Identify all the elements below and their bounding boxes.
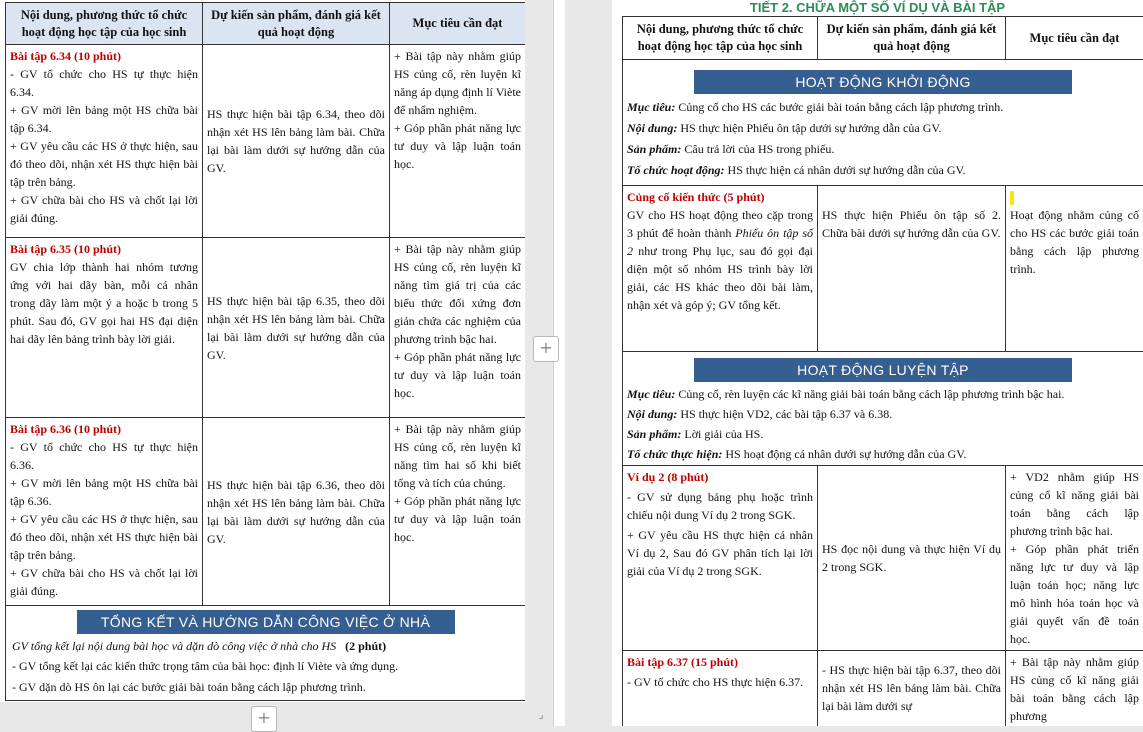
goal-line: + Bài tập này nhằm giúp HS củng cố, rèn luyện kĩ năng tìm hai số khi biết tổng và tích của chúng. <box>394 420 521 492</box>
goal-line: + Góp phần phát năng lực tư duy và lập luận toán học. <box>394 348 521 402</box>
field-value: Lời giải của HS. <box>681 427 763 441</box>
practice-line <box>627 405 1139 423</box>
field-value: Câu trả lời của HS trong phiếu. <box>681 142 834 156</box>
goal-cell <box>1006 466 1143 651</box>
field-label: Nội dung: <box>627 121 677 135</box>
lesson-title: TIẾT 2. CHỮA MỘT SỐ VÍ DỤ VÀ BÀI TẬP <box>612 0 1143 16</box>
field-label: Nội dung: <box>627 407 677 421</box>
header-product: Dự kiến sản phẩm, đánh giá kết quả hoạt động <box>203 3 390 45</box>
table-row <box>623 651 1143 727</box>
field-label: Tổ chức hoạt động: <box>627 163 725 177</box>
field-label: Mục tiêu: <box>627 387 675 401</box>
field-label: Sản phẩm: <box>627 427 681 441</box>
activity-cell <box>623 186 818 352</box>
practice-line <box>627 385 1139 403</box>
exercise-title: Bài tập 6.35 (10 phút) <box>10 240 198 258</box>
header-content: Nội dung, phương thức tổ chức hoạt động học tập của học sinh <box>6 3 203 45</box>
left-lesson-table <box>5 2 525 701</box>
field-value: Củng cố, rèn luyện các kĩ năng giải bài toán bằng cách lập phương trình bậc hai. <box>675 387 1064 401</box>
goal-line: + VD2 nhằm giúp HS củng cố kĩ năng giải bài toán bằng cách lập phương trình bậc hai. <box>1010 468 1139 540</box>
header-goal: Mục tiêu cần đạt <box>390 3 526 45</box>
field-value: Củng cố cho HS các bước giải bài toán bằng cách lập phương trình. <box>675 100 1003 114</box>
table-row <box>6 45 526 238</box>
goal-text: Hoạt động nhằm củng cố cho HS các bước giải toán bằng cách lập phương trình. <box>1010 206 1139 278</box>
product-cell <box>818 466 1006 651</box>
warmup-cell <box>623 60 1143 186</box>
field-label: Sản phẩm: <box>627 142 681 156</box>
exercise-title: Ví dụ 2 (8 phút) <box>627 468 813 486</box>
activity-text-part: GV cho HS hoạt động theo cặp trong 3 phút để hoàn thành <box>627 208 813 240</box>
header-content: Nội dung, phương thức tổ chức hoạt động học tập của học sinh <box>623 17 818 60</box>
product-text: HS thực hiện bài tập 6.34, theo dõi nhận xét HS lên bảng làm bài. Chữa lại bài làm dưới sự hướng dẫn của GV. <box>207 105 385 177</box>
field-label: Mục tiêu: <box>627 100 675 114</box>
exercise-title: Củng cố kiến thức (5 phút) <box>627 188 813 206</box>
practice-cell <box>623 352 1143 466</box>
activity-line: - GV tổ chức cho HS tự thực hiện 6.34. <box>10 65 198 101</box>
product-cell <box>818 651 1006 727</box>
goal-cell <box>390 45 526 238</box>
product-text: HS thực hiện bài tập 6.35, theo dõi nhận xét HS lên bảng làm bài. Chữa lại bài làm dưới sự hướng dẫn của GV. <box>207 292 385 364</box>
exercise-title: Bài tập 6.34 (10 phút) <box>10 47 198 65</box>
activity-line: + GV yêu cầu các HS ở thực hiện, sau đó theo dõi, nhận xét HS thực hiện bài tập trên bảng. <box>10 510 198 564</box>
activity-line: + GV chữa bài cho HS và chốt lại lời giải đúng. <box>10 191 198 227</box>
worksheet-ref: Phiếu ôn tập số 2 <box>627 226 813 258</box>
right-page <box>612 0 1143 726</box>
activity-line: - GV tổ chức cho HS tự thực hiện 6.36. <box>10 438 198 474</box>
product-text: - HS thực hiện bài tập 6.37, theo dõi nhận xét HS lên bảng làm bài. Chữa lại bài làm dưới sự <box>822 661 1001 715</box>
summary-time: (2 phút) <box>345 639 386 653</box>
exercise-title: Bài tập 6.37 (15 phút) <box>627 653 813 671</box>
activity-line: + GV mời lên bảng một HS chữa bài tập 6.36. <box>10 474 198 510</box>
goal-line: + Bài tập này nhằm giúp HS củng cố, rèn luyện kĩ năng áp dụng định lí Viète để nhẩm nghiệm. <box>394 47 521 119</box>
table-row <box>623 186 1143 352</box>
product-cell <box>818 186 1006 352</box>
right-table-header <box>623 17 1143 60</box>
product-text: HS thực hiện Phiếu ôn tập số 2. Chữa bài dưới sự hướng dẫn của GV. <box>822 206 1001 242</box>
warmup-section <box>623 60 1143 186</box>
header-goal: Mục tiêu cần đạt <box>1006 17 1143 60</box>
field-value: HS thực hiện cá nhân dưới sự hướng dẫn của GV. <box>725 163 966 177</box>
activity-text <box>627 206 813 314</box>
practice-line <box>627 445 1139 463</box>
summary-intro: GV tổng kết lại nội dung bài học và dặn dò công việc ở nhà cho HS <box>12 639 336 653</box>
activity-cell <box>623 466 818 651</box>
product-cell <box>203 238 390 418</box>
goal-cell <box>390 238 526 418</box>
field-value: HS thực hiện Phiếu ôn tập dưới sự hướng dẫn của GV. <box>677 121 941 135</box>
field-value: HS thực hiện VD2, các bài tập 6.37 và 6.38. <box>677 407 892 421</box>
product-text: HS đọc nội dung và thực hiện Ví dụ 2 trong SGK. <box>822 540 1001 576</box>
product-text: HS thực hiện bài tập 6.36, theo dõi nhận xét HS lên bảng làm bài. Chữa lại bài làm dưới sự hướng dẫn của GV. <box>207 476 385 548</box>
warmup-line <box>627 161 1139 179</box>
product-cell <box>203 418 390 606</box>
activity-cell <box>6 238 203 418</box>
activity-cell <box>623 651 818 727</box>
right-lesson-table <box>622 16 1143 726</box>
goal-cell <box>1006 186 1143 352</box>
warmup-line <box>627 140 1139 158</box>
highlight-mark <box>1010 188 1139 206</box>
field-label: Tổ chức thực hiện: <box>627 447 722 461</box>
table-row <box>6 418 526 606</box>
activity-text-part: như trong Phụ lục, sau đó gọi đại diện một số nhóm HS trình bày lời giải, các HS khác theo dõi bài làm, nhận xét và góp ý; GV tổng kết. <box>627 244 813 312</box>
summary-cell <box>6 606 526 701</box>
add-page-button[interactable]: + <box>251 706 277 732</box>
goal-line: + Góp phần phát năng lực tư duy và lập luận toán học. <box>394 492 521 546</box>
product-cell <box>203 45 390 238</box>
summary-line: - GV dặn dò HS ôn lại các bước giải bài toán bằng cách lập phương trình. <box>12 678 519 696</box>
activity-line: + GV chữa bài cho HS và chốt lại lời giải đúng. <box>10 564 198 600</box>
exercise-title: Bài tập 6.36 (10 phút) <box>10 420 198 438</box>
goal-cell <box>1006 651 1143 727</box>
left-table-header <box>6 3 526 45</box>
goal-line: + Bài tập này nhằm giúp HS củng cố, rèn luyện kĩ năng tìm giá trị của các biểu thức đối xứng đơn giản chứa các nghiệm của phương trình bậc hai. <box>394 240 521 348</box>
warmup-line <box>627 98 1139 116</box>
summary-line: - GV tổng kết lại các kiến thức trọng tâm của bài học: định lí Viète và ứng dụng. <box>12 657 519 675</box>
add-column-button[interactable]: + <box>533 336 559 362</box>
activity-cell <box>6 45 203 238</box>
table-row <box>6 238 526 418</box>
table-row <box>623 466 1143 651</box>
activity-line: + GV yêu cầu các HS ở thực hiện, sau đó theo dõi, nhận xét HS thực hiện bài tập trên bảng. <box>10 137 198 191</box>
summary-intro-line <box>12 637 519 655</box>
practice-line <box>627 425 1139 443</box>
practice-section <box>623 352 1143 466</box>
goal-line: + Bài tập này nhằm giúp HS củng cố kĩ năng giải bài toán bằng cách lập phương <box>1010 653 1139 725</box>
header-product: Dự kiến sản phẩm, đánh giá kết quả hoạt động <box>818 17 1006 60</box>
resize-handle-icon[interactable]: ⌟ <box>534 708 548 722</box>
activity-line: + GV yêu cầu HS thực hiện cá nhân Ví dụ 2, Sau đó GV phân tích lại lời giải của Ví dụ 2 trong SGK. <box>627 526 813 580</box>
goal-line: + Góp phần phát năng lực tư duy và lập luận toán học. <box>394 119 521 173</box>
warmup-line <box>627 119 1139 137</box>
activity-line: - GV tổ chức cho HS thực hiện 6.37. <box>627 673 813 691</box>
warmup-banner: HOẠT ĐỘNG KHỞI ĐỘNG <box>694 70 1072 94</box>
summary-banner: TỔNG KẾT VÀ HƯỚNG DẪN CÔNG VIỆC Ở NHÀ <box>77 610 455 634</box>
left-page <box>0 0 525 702</box>
activity-line: GV chia lớp thành hai nhóm tương ứng với hai dãy bàn, mỗi cá nhân trong dãy làm một ý a hoặc b trong 5 phút. Sau đó, GV gọi hai HS đại diện hai dãy lên bảng trình bày lời giải. <box>10 258 198 348</box>
page-gap <box>565 0 612 726</box>
activity-line: - GV sử dụng bảng phụ hoặc trình chiếu nội dung Ví dụ 2 trong SGK. <box>627 488 813 524</box>
practice-banner: HOẠT ĐỘNG LUYỆN TẬP <box>694 358 1072 382</box>
activity-cell <box>6 418 203 606</box>
goal-cell <box>390 418 526 606</box>
field-value: HS hoạt động cá nhân dưới sự hướng dẫn của GV. <box>722 447 966 461</box>
activity-line: + GV mời lên bảng một HS chữa bài tập 6.34. <box>10 101 198 137</box>
goal-line: + Góp phần phát triển năng lực tư duy và lập luận toán học; năng lực mô hình hóa toán học và giải quyết vấn đề toán học. <box>1010 540 1139 648</box>
summary-row <box>6 606 526 701</box>
